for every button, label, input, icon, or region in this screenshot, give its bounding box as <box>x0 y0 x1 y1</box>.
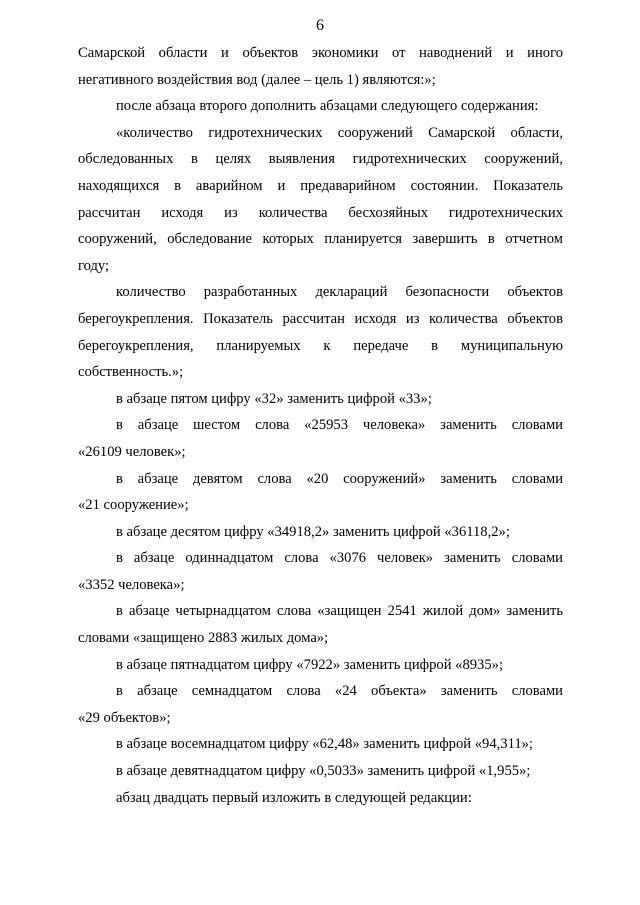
paragraph <box>78 386 563 413</box>
paragraph <box>78 279 563 385</box>
paragraph-line: собственность.»; <box>78 364 184 381</box>
paragraph-line: абзац двадцать первый изложить в следующей редакции: <box>116 789 472 806</box>
paragraph <box>78 412 563 465</box>
paragraph <box>78 785 563 812</box>
paragraph-line: в абзаце пятнадцатом цифру «7922» заменить цифрой «8935»; <box>116 656 504 673</box>
paragraph-line: в абзаце шестом слова «25953 человека» заменить словами <box>116 417 563 434</box>
paragraph-line: в абзаце девятом слова «20 сооружений» заменить словами <box>116 470 563 487</box>
paragraph <box>78 598 563 651</box>
paragraph <box>78 678 563 731</box>
page-number: 6 <box>316 17 324 34</box>
paragraph-line: «26109 человек»; <box>78 443 186 460</box>
paragraph-line: в абзаце девятнадцатом цифру «0,5033» заменить цифрой «1,955»; <box>116 763 531 780</box>
paragraph <box>78 40 563 93</box>
paragraph <box>78 519 563 546</box>
paragraph <box>78 120 563 280</box>
paragraph-line: в абзаце одиннадцатом слова «3076 человек» заменить словами <box>116 550 563 567</box>
paragraph-line: сооружений, обследование которых планируется завершить в отчетном <box>78 231 563 248</box>
paragraph-line: в абзаце семнадцатом слова «24 объекта» заменить словами <box>116 683 563 700</box>
paragraph-line: негативного воздействия вод (далее – цель 1) являются:»; <box>78 71 436 88</box>
paragraph <box>78 652 563 679</box>
paragraph-line: «29 объектов»; <box>78 709 171 726</box>
paragraph <box>78 466 563 519</box>
paragraph-line: Самарской области и объектов экономики от наводнений и иного <box>78 45 563 61</box>
paragraph-line: в абзаце четырнадцатом слова «защищен 2541 жилой дом» заменить <box>116 603 563 620</box>
paragraph-line: «3352 человека»; <box>78 576 185 593</box>
paragraph-line: находящихся в аварийном и предаварийном состоянии. Показатель <box>78 177 563 194</box>
paragraph-line: обследованных в целях выявления гидротехнических сооружений, <box>78 151 563 168</box>
paragraph-line: берегоукрепления. Показатель рассчитан исходя из количества объектов <box>78 310 563 327</box>
paragraph-line: словами «защищено 2883 жилых дома»; <box>78 630 329 647</box>
paragraph <box>78 93 563 120</box>
paragraph-line: берегоукрепления, планируемых к передаче в муниципальную <box>78 337 563 354</box>
paragraph-line: после абзаца второго дополнить абзацами следующего содержания: <box>116 98 539 115</box>
paragraph-line: в абзаце восемнадцатом цифру «62,48» заменить цифрой «94,311»; <box>116 736 533 753</box>
paragraph-line: в абзаце пятом цифру «32» заменить цифрой «33»; <box>116 390 432 407</box>
paragraph-line: году; <box>78 257 110 274</box>
paragraph <box>78 545 563 598</box>
paragraph <box>78 731 563 758</box>
document-body <box>78 40 563 811</box>
paragraph-line: «21 сооружение»; <box>78 497 189 514</box>
paragraph-line: в абзаце десятом цифру «34918,2» заменить цифрой «36118,2»; <box>116 523 510 540</box>
paragraph <box>78 758 563 785</box>
paragraph-line: рассчитан исходя из количества бесхозяйных гидротехнических <box>78 204 563 221</box>
paragraph-line: количество разработанных деклараций безопасности объектов <box>116 284 563 301</box>
paragraph-line: «количество гидротехнических сооружений Самарской области, <box>116 124 563 141</box>
